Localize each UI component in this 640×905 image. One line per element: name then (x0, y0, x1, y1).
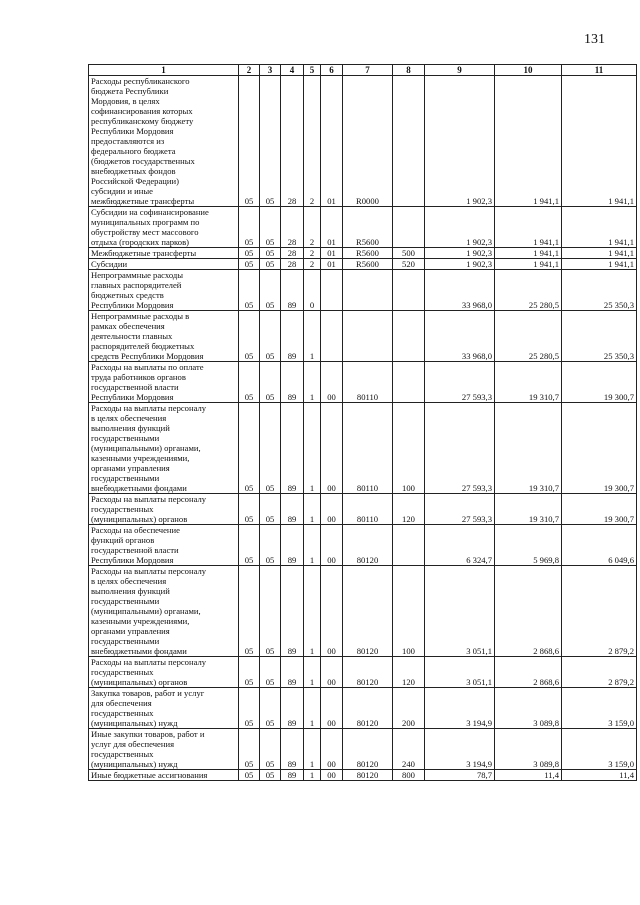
column-header: 3 (260, 65, 281, 76)
amount-year1-cell: 27 593,3 (425, 403, 495, 494)
section-code-cell: 05 (239, 770, 260, 781)
row-name-cell: Расходы на выплаты персоналу в целях обеспечения выполнения функций государственными (муниципальными) органами, казенными учреждениями, органами управления государственными внебюджетными фондами (89, 403, 239, 494)
amount-year3-cell: 6 049,6 (562, 525, 637, 566)
subprogram-code-cell: 1 (304, 566, 321, 657)
row-name-cell: Расходы республиканского бюджета Республики Мордовия, в целях софинансирования которых республиканскому бюджету Республики Мордовия предоставляются из федерального бюджета (бюджетов государственных внебюджетных фондов Российской Федерации) субсидии и иные межбюджетные трансферты (89, 76, 239, 207)
program-code-cell: 89 (281, 525, 304, 566)
row-name-cell: Расходы на выплаты по оплате труда работников органов государственной власти Республики Мордовия (89, 362, 239, 403)
budget-table (88, 64, 637, 781)
subsection-code-cell: 05 (260, 207, 281, 248)
row-name-cell: Субсидии (89, 259, 239, 270)
row-name-cell: Непрограммные расходы главных распорядителей бюджетных средств Республики Мордовия (89, 270, 239, 311)
subsection-code-cell: 05 (260, 729, 281, 770)
subprogram-code-cell: 1 (304, 311, 321, 362)
amount-year2-cell: 25 280,5 (495, 270, 562, 311)
subsection-code-cell: 05 (260, 688, 281, 729)
section-code-cell: 05 (239, 657, 260, 688)
program-code-cell: 28 (281, 248, 304, 259)
program-code-cell: 89 (281, 657, 304, 688)
expense-type-cell: 500 (393, 248, 425, 259)
target-code-cell: 80120 (343, 729, 393, 770)
program-code-cell: 89 (281, 729, 304, 770)
section-code-cell: 05 (239, 494, 260, 525)
activity-code-cell: 00 (321, 494, 343, 525)
subsection-code-cell: 05 (260, 403, 281, 494)
activity-code-cell: 01 (321, 207, 343, 248)
amount-year3-cell: 19 300,7 (562, 494, 637, 525)
row-name-cell: Закупка товаров, работ и услуг для обеспечения государственных (муниципальных) нужд (89, 688, 239, 729)
row-name-cell: Непрограммные расходы в рамках обеспечения деятельности главных распорядителей бюджетных средств Республики Мордовия (89, 311, 239, 362)
amount-year1-cell: 3 051,1 (425, 657, 495, 688)
amount-year2-cell: 3 089,8 (495, 729, 562, 770)
row-name-cell: Расходы на выплаты персоналу государственных (муниципальных) органов (89, 657, 239, 688)
amount-year1-cell: 6 324,7 (425, 525, 495, 566)
activity-code-cell (321, 311, 343, 362)
amount-year1-cell: 3 051,1 (425, 566, 495, 657)
section-code-cell: 05 (239, 270, 260, 311)
activity-code-cell: 00 (321, 729, 343, 770)
program-code-cell: 89 (281, 770, 304, 781)
subprogram-code-cell: 1 (304, 494, 321, 525)
subsection-code-cell: 05 (260, 76, 281, 207)
column-header: 8 (393, 65, 425, 76)
amount-year1-cell: 1 902,3 (425, 76, 495, 207)
subsection-code-cell: 05 (260, 259, 281, 270)
amount-year1-cell: 1 902,3 (425, 259, 495, 270)
table-row (89, 76, 637, 207)
row-name-cell: Расходы на выплаты персоналу в целях обеспечения выполнения функций государственными (муниципальными) органами, казенными учреждениями, органами управления государственными внебюджетными фондами (89, 566, 239, 657)
target-code-cell: 80120 (343, 688, 393, 729)
amount-year2-cell: 19 310,7 (495, 362, 562, 403)
subprogram-code-cell: 1 (304, 770, 321, 781)
table-header-row (89, 65, 637, 76)
table-row (89, 657, 637, 688)
section-code-cell: 05 (239, 248, 260, 259)
program-code-cell: 28 (281, 76, 304, 207)
section-code-cell: 05 (239, 729, 260, 770)
amount-year2-cell: 1 941,1 (495, 207, 562, 248)
activity-code-cell: 00 (321, 403, 343, 494)
table-row (89, 525, 637, 566)
amount-year1-cell: 1 902,3 (425, 248, 495, 259)
amount-year3-cell: 3 159,0 (562, 688, 637, 729)
target-code-cell: R0000 (343, 76, 393, 207)
expense-type-cell: 520 (393, 259, 425, 270)
table-row (89, 688, 637, 729)
target-code-cell: R5600 (343, 259, 393, 270)
amount-year2-cell: 25 280,5 (495, 311, 562, 362)
activity-code-cell: 00 (321, 770, 343, 781)
row-name-cell: Иные закупки товаров, работ и услуг для обеспечения государственных (муниципальных) нужд (89, 729, 239, 770)
subsection-code-cell: 05 (260, 311, 281, 362)
subprogram-code-cell: 1 (304, 362, 321, 403)
section-code-cell: 05 (239, 688, 260, 729)
row-name-cell: Межбюджетные трансферты (89, 248, 239, 259)
column-header: 9 (425, 65, 495, 76)
amount-year2-cell: 19 310,7 (495, 494, 562, 525)
amount-year3-cell: 19 300,7 (562, 362, 637, 403)
amount-year1-cell: 33 968,0 (425, 311, 495, 362)
subprogram-code-cell: 1 (304, 729, 321, 770)
amount-year3-cell: 1 941,1 (562, 207, 637, 248)
amount-year2-cell: 11,4 (495, 770, 562, 781)
amount-year3-cell: 25 350,3 (562, 270, 637, 311)
program-code-cell: 89 (281, 403, 304, 494)
amount-year1-cell: 78,7 (425, 770, 495, 781)
subprogram-code-cell: 1 (304, 657, 321, 688)
column-header: 11 (562, 65, 637, 76)
amount-year1-cell: 3 194,9 (425, 688, 495, 729)
subsection-code-cell: 05 (260, 770, 281, 781)
column-header: 6 (321, 65, 343, 76)
activity-code-cell: 00 (321, 657, 343, 688)
expense-type-cell: 240 (393, 729, 425, 770)
amount-year2-cell: 1 941,1 (495, 248, 562, 259)
activity-code-cell: 00 (321, 566, 343, 657)
amount-year3-cell: 25 350,3 (562, 311, 637, 362)
table-row (89, 270, 637, 311)
subprogram-code-cell: 0 (304, 270, 321, 311)
target-code-cell: 80110 (343, 494, 393, 525)
column-header: 7 (343, 65, 393, 76)
target-code-cell: 80110 (343, 403, 393, 494)
subsection-code-cell: 05 (260, 248, 281, 259)
subsection-code-cell: 05 (260, 657, 281, 688)
amount-year3-cell: 2 879,2 (562, 566, 637, 657)
subsection-code-cell: 05 (260, 525, 281, 566)
amount-year1-cell: 27 593,3 (425, 494, 495, 525)
amount-year3-cell: 1 941,1 (562, 248, 637, 259)
subprogram-code-cell: 2 (304, 207, 321, 248)
amount-year3-cell: 11,4 (562, 770, 637, 781)
row-name-cell: Расходы на выплаты персоналу государственных (муниципальных) органов (89, 494, 239, 525)
column-header: 1 (89, 65, 239, 76)
subprogram-code-cell: 1 (304, 525, 321, 566)
amount-year2-cell: 1 941,1 (495, 259, 562, 270)
subprogram-code-cell: 2 (304, 259, 321, 270)
row-name-cell: Расходы на обеспечение функций органов государственной власти Республики Мордовия (89, 525, 239, 566)
subprogram-code-cell: 2 (304, 248, 321, 259)
target-code-cell: 80110 (343, 362, 393, 403)
activity-code-cell: 00 (321, 362, 343, 403)
amount-year2-cell: 5 969,8 (495, 525, 562, 566)
expense-type-cell: 200 (393, 688, 425, 729)
target-code-cell (343, 311, 393, 362)
section-code-cell: 05 (239, 403, 260, 494)
expense-type-cell: 120 (393, 657, 425, 688)
section-code-cell: 05 (239, 259, 260, 270)
expense-type-cell (393, 311, 425, 362)
subsection-code-cell: 05 (260, 362, 281, 403)
amount-year1-cell: 3 194,9 (425, 729, 495, 770)
program-code-cell: 89 (281, 311, 304, 362)
subprogram-code-cell: 1 (304, 688, 321, 729)
subprogram-code-cell: 1 (304, 403, 321, 494)
amount-year3-cell: 1 941,1 (562, 259, 637, 270)
target-code-cell: 80120 (343, 657, 393, 688)
section-code-cell: 05 (239, 207, 260, 248)
target-code-cell: 80120 (343, 525, 393, 566)
table-row (89, 494, 637, 525)
subsection-code-cell: 05 (260, 494, 281, 525)
table-row (89, 403, 637, 494)
table-row (89, 362, 637, 403)
column-header: 2 (239, 65, 260, 76)
amount-year2-cell: 2 868,6 (495, 566, 562, 657)
amount-year3-cell: 3 159,0 (562, 729, 637, 770)
activity-code-cell (321, 270, 343, 311)
target-code-cell: 80120 (343, 770, 393, 781)
target-code-cell: R5600 (343, 207, 393, 248)
amount-year3-cell: 19 300,7 (562, 403, 637, 494)
activity-code-cell: 00 (321, 525, 343, 566)
program-code-cell: 89 (281, 362, 304, 403)
amount-year1-cell: 27 593,3 (425, 362, 495, 403)
table-row (89, 259, 637, 270)
program-code-cell: 89 (281, 688, 304, 729)
expense-type-cell (393, 362, 425, 403)
amount-year2-cell: 19 310,7 (495, 403, 562, 494)
target-code-cell: 80120 (343, 566, 393, 657)
expense-type-cell: 100 (393, 566, 425, 657)
expense-type-cell: 800 (393, 770, 425, 781)
amount-year3-cell: 1 941,1 (562, 76, 637, 207)
subprogram-code-cell: 2 (304, 76, 321, 207)
row-name-cell: Иные бюджетные ассигнования (89, 770, 239, 781)
section-code-cell: 05 (239, 76, 260, 207)
target-code-cell: R5600 (343, 248, 393, 259)
subsection-code-cell: 05 (260, 566, 281, 657)
section-code-cell: 05 (239, 566, 260, 657)
subsection-code-cell: 05 (260, 270, 281, 311)
expense-type-cell (393, 270, 425, 311)
program-code-cell: 28 (281, 259, 304, 270)
amount-year3-cell: 2 879,2 (562, 657, 637, 688)
table-row (89, 248, 637, 259)
table-row (89, 729, 637, 770)
activity-code-cell: 01 (321, 76, 343, 207)
expense-type-cell (393, 525, 425, 566)
table-row (89, 207, 637, 248)
program-code-cell: 89 (281, 494, 304, 525)
row-name-cell: Субсидии на софинансирование муниципальных программ по обустройству мест массового отдыха (городских парков) (89, 207, 239, 248)
expense-type-cell (393, 207, 425, 248)
amount-year1-cell: 33 968,0 (425, 270, 495, 311)
column-header: 4 (281, 65, 304, 76)
activity-code-cell: 00 (321, 688, 343, 729)
table-row (89, 566, 637, 657)
expense-type-cell (393, 76, 425, 207)
target-code-cell (343, 270, 393, 311)
activity-code-cell: 01 (321, 248, 343, 259)
amount-year1-cell: 1 902,3 (425, 207, 495, 248)
amount-year2-cell: 2 868,6 (495, 657, 562, 688)
table-body (89, 76, 637, 781)
table-row (89, 770, 637, 781)
program-code-cell: 89 (281, 566, 304, 657)
expense-type-cell: 120 (393, 494, 425, 525)
program-code-cell: 89 (281, 270, 304, 311)
activity-code-cell: 01 (321, 259, 343, 270)
section-code-cell: 05 (239, 525, 260, 566)
section-code-cell: 05 (239, 311, 260, 362)
amount-year2-cell: 3 089,8 (495, 688, 562, 729)
expense-type-cell: 100 (393, 403, 425, 494)
amount-year2-cell: 1 941,1 (495, 76, 562, 207)
page-number: 131 (584, 32, 605, 47)
program-code-cell: 28 (281, 207, 304, 248)
table-row (89, 311, 637, 362)
section-code-cell: 05 (239, 362, 260, 403)
column-header: 10 (495, 65, 562, 76)
column-header: 5 (304, 65, 321, 76)
